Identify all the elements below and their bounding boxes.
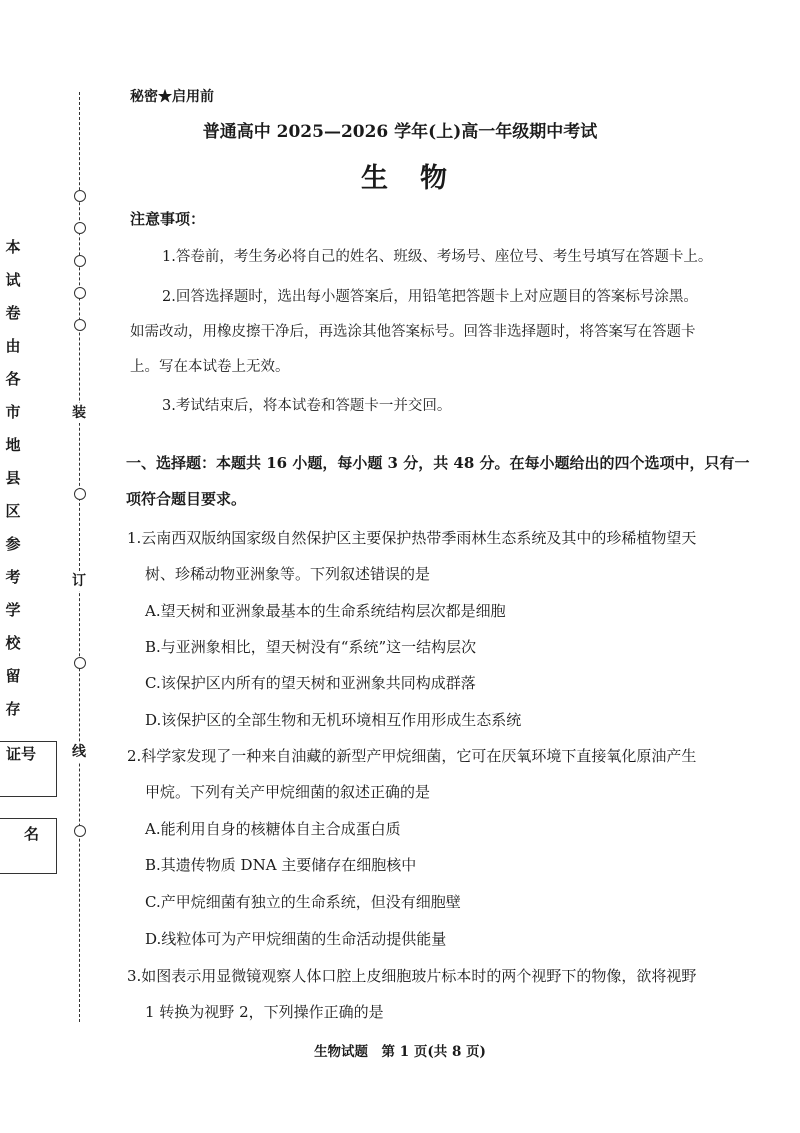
question-2-option-d[interactable]: D.线粒体可为产甲烷细菌的生命活动提供能量: [145, 930, 447, 948]
margin-char: 本: [5, 238, 21, 256]
question-2-option-c[interactable]: C.产甲烷细菌有独立的生命系统，但没有细胞壁: [145, 893, 461, 911]
binding-hole: [74, 488, 86, 500]
question-1-stem-cont: 树、珍稀动物亚洲象等。下列叙述错误的是: [145, 565, 431, 583]
question-2-stem: 2.科学家发现了一种来自油藏的新型产甲烷细菌，它可在厌氧环境下直接氧化原油产生: [127, 747, 697, 765]
margin-char: 由: [5, 337, 21, 355]
section-heading-cont: 项符合题目要求。: [126, 490, 247, 508]
notice-title: 注意事项：: [130, 210, 206, 228]
question-1-option-d[interactable]: D.该保护区的全部生物和无机环境相互作用形成生态系统: [145, 711, 522, 729]
binding-hole: [74, 825, 86, 837]
question-3-stem: 3.如图表示用显微镜观察人体口腔上皮细胞玻片标本时的两个视野下的物像，欲将视野: [127, 967, 697, 985]
margin-char: 各: [5, 370, 21, 388]
notice-item-2-cont: 上。写在本试卷上无效。: [130, 359, 290, 375]
binding-hole: [74, 287, 86, 299]
margin-char: 县: [5, 469, 21, 487]
question-2-option-a[interactable]: A.能利用自身的核糖体自主合成蛋白质: [145, 820, 401, 838]
binding-char-ding: 订: [72, 573, 86, 589]
margin-char: 市: [5, 403, 21, 421]
margin-char: 地: [5, 436, 21, 454]
exam-title: 普通高中 2025—2026 学年(上)高一年级期中考试: [202, 122, 598, 142]
name-label: 名: [24, 825, 40, 843]
page-footer: 生物试题 第 1 页(共 8 页): [314, 1044, 486, 1060]
question-3-stem-cont: 1 转换为视野 2，下列操作正确的是: [145, 1003, 384, 1021]
margin-char: 校: [5, 634, 21, 652]
margin-char: 卷: [5, 304, 21, 322]
notice-item-1: 1.答卷前，考生务必将自己的姓名、班级、考场号、座位号、考生号填写在答题卡上。: [162, 249, 713, 265]
secret-mark: 秘密★启用前: [130, 89, 214, 105]
margin-char: 学: [5, 601, 21, 619]
margin-char: 参: [5, 535, 21, 553]
binding-char-zhuang: 装: [72, 405, 86, 421]
binding-hole: [74, 657, 86, 669]
margin-char: 存: [5, 700, 21, 718]
notice-item-3: 3.考试结束后，将本试卷和答题卡一并交回。: [162, 398, 452, 414]
subject-title: 生物: [361, 163, 479, 194]
notice-item-2: 2.回答选择题时，选出每小题答案后，用铅笔把答题卡上对应题目的答案标号涂黑。: [162, 289, 698, 305]
question-1-option-c[interactable]: C.该保护区内所有的望天树和亚洲象共同构成群落: [145, 674, 476, 692]
question-1-option-b[interactable]: B.与亚洲象相比，望天树没有“系统”这一结构层次: [145, 638, 477, 656]
margin-char: 试: [5, 271, 21, 289]
notice-item-2-cont: 如需改动，用橡皮擦干净后，再选涂其他答案标号。回答非选择题时，将答案写在答题卡: [130, 324, 696, 340]
margin-char: 考: [5, 568, 21, 586]
binding-hole: [74, 319, 86, 331]
binding-hole: [74, 255, 86, 267]
section-heading: 一、选择题：本题共 16 小题，每小题 3 分，共 48 分。在每小题给出的四个选项中，只有一: [126, 454, 750, 472]
binding-char-xian: 线: [72, 744, 86, 760]
question-2-option-b[interactable]: B.其遗传物质 DNA 主要储存在细胞核中: [145, 856, 417, 874]
question-2-stem-cont: 甲烷。下列有关产甲烷细菌的叙述正确的是: [145, 783, 431, 801]
margin-char: 留: [5, 667, 21, 685]
question-1-option-a[interactable]: A.望天树和亚洲象最基本的生命系统结构层次都是细胞: [145, 602, 506, 620]
binding-hole: [74, 222, 86, 234]
id-number-label: 证号: [6, 745, 37, 763]
question-1-stem: 1.云南西双版纳国家级自然保护区主要保护热带季雨林生态系统及其中的珍稀植物望天: [127, 529, 697, 547]
margin-char: 区: [5, 502, 21, 520]
